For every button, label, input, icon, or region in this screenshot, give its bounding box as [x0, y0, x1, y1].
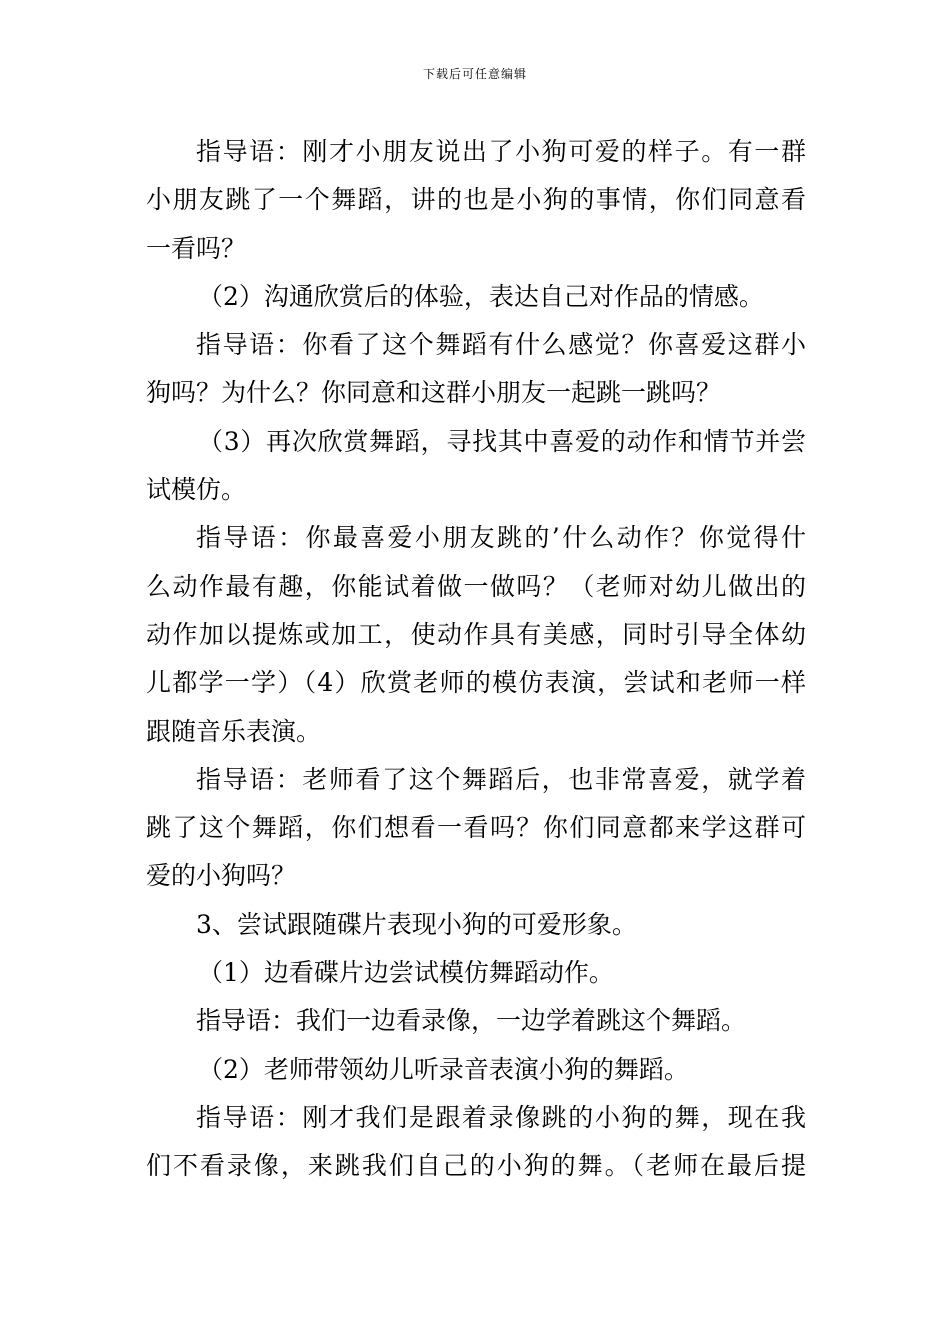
text-line: （1）边看碟片边尝试模仿舞蹈动作。 [198, 958, 614, 988]
text-line: 指导语：我们一边看录像，一边学着跳这个舞蹈。 [196, 1006, 747, 1036]
page-header: 下载后可任意编辑 [422, 67, 527, 81]
text-line: 试模仿。 [146, 475, 247, 505]
text-line: 指导语：你最喜爱小朋友跳的’什么动作？你觉得什 [196, 523, 806, 553]
text-line: 3、尝试跟随碟片表现小狗的可爱形象。 [196, 909, 637, 939]
text-line: 们不看录像，来跳我们自己的小狗的舞。（老师在最后提 [146, 1151, 806, 1181]
text-line: 跳了这个舞蹈，你们想看一看吗？你们同意都来学这群可 [146, 813, 806, 843]
text-line: 狗吗？为什么？你同意和这群小朋友一起跳一跳吗？ [146, 378, 722, 408]
text-line: 指导语：老师看了这个舞蹈后，也非常喜爱，就学着 [196, 764, 806, 794]
text-line: （3）再次欣赏舞蹈，寻找其中喜爱的动作和情节并尝 [198, 426, 806, 456]
text-line: 么动作最有趣，你能试着做一做吗？（老师对幼儿做出的 [146, 571, 806, 601]
text-line: （2）沟通欣赏后的体验，表达自己对作品的情感。 [198, 281, 764, 311]
text-line: 儿都学一学）（4）欣赏老师的模仿表演，尝试和老师一样 [146, 668, 806, 698]
text-line: （2）老师带领幼儿听录音表演小狗的舞蹈。 [198, 1054, 689, 1084]
text-line: 跟随音乐表演。 [146, 716, 322, 746]
text-line: 指导语：刚才我们是跟着录像跳的小狗的舞，现在我 [196, 1102, 806, 1132]
text-line: 小朋友跳了一个舞蹈，讲的也是小狗的事情，你们同意看 [146, 185, 806, 215]
text-line: 一看吗？ [146, 233, 247, 263]
text-line: 指导语：你看了这个舞蹈有什么感觉？你喜爱这群小 [196, 330, 806, 360]
text-line: 动作加以提炼或加工，使动作具有美感，同时引导全体幼 [146, 619, 806, 649]
document-body [146, 128, 806, 1191]
text-line: 指导语：刚才小朋友说出了小狗可爱的样子。有一群 [196, 137, 806, 166]
text-line: 爱的小狗吗？ [146, 861, 297, 891]
